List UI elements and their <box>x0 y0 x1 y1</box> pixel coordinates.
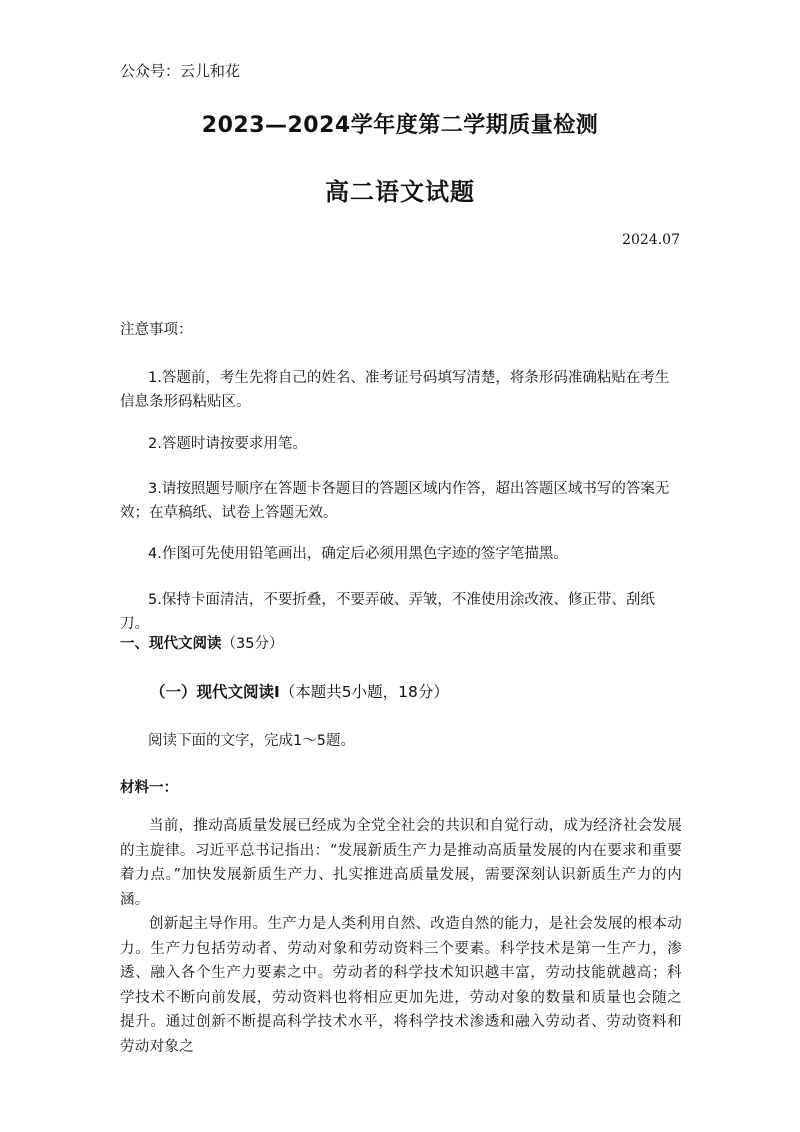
subsection-title: （一）现代文阅读Ⅰ <box>150 683 280 701</box>
section-points: （35分） <box>221 636 284 652</box>
notice-item-4: 4.作图可先使用铅笔画出，确定后必须用黑色字迹的签字笔描黑。 <box>148 546 568 562</box>
notice-item-5: 5.保持卡面清洁，不要折叠，不要弄破、弄皱，不准使用涂改液、修正带、刮纸刀。 <box>120 592 655 632</box>
exam-title: 2023—2024学年度第二学期质量检测 <box>201 113 599 138</box>
material-label: 材料一： <box>120 780 178 796</box>
subsection-info: （本题共5小题，18分） <box>279 683 449 701</box>
paragraph-2: 创新起主导作用。生产力是人类利用自然、改造自然的能力，是社会发展的根本动力。生产力包括劳动者、劳动对象和劳动资料三个要素。科学技术是第一生产力，渗透、融入各个生产力要素之中。劳动者的科学技术知识越丰富，劳动技能就越高；科学技术不断向前发展，劳动资料也将相应更加先进，劳动对象的数量和质量也会随之提升。通过创新不断提高科学技术水平，将科学技术渗透和融入劳动者、劳动资料和劳动对象之 <box>120 916 682 1055</box>
subsection-heading <box>150 680 449 702</box>
section-heading <box>120 632 283 653</box>
notice-heading: 注意事项： <box>120 322 193 338</box>
exam-date: 2024.07 <box>622 232 680 248</box>
notice-item-1: 1.答题前，考生先将自己的姓名、准考证号码填写清楚，将条形码准确粘贴在考生信息条形码粘贴区。 <box>120 370 670 410</box>
reading-instruction: 阅读下面的文字，完成1～5题。 <box>148 733 355 749</box>
header-note: 公众号：云儿和花 <box>120 62 241 80</box>
section-title: 一、现代文阅读 <box>120 636 222 652</box>
notice-item-3: 3.请按照题号顺序在答题卡各题目的答题区域内作答，超出答题区域书写的答案无效；在草稿纸、试卷上答题无效。 <box>120 481 670 521</box>
exam-subtitle: 高二语文试题 <box>325 178 475 206</box>
notice-item-2: 2.答题时请按要求用笔。 <box>148 436 307 452</box>
paragraph-1: 当前，推动高质量发展已经成为全党全社会的共识和自觉行动，成为经济社会发展的主旋律。习近平总书记指出：“发展新质生产力是推动高质量发展的内在要求和重要着力点。”加快发展新质生产力、扎实推进高质量发展，需要深刻认识新质生产力的内涵。 <box>120 818 682 908</box>
